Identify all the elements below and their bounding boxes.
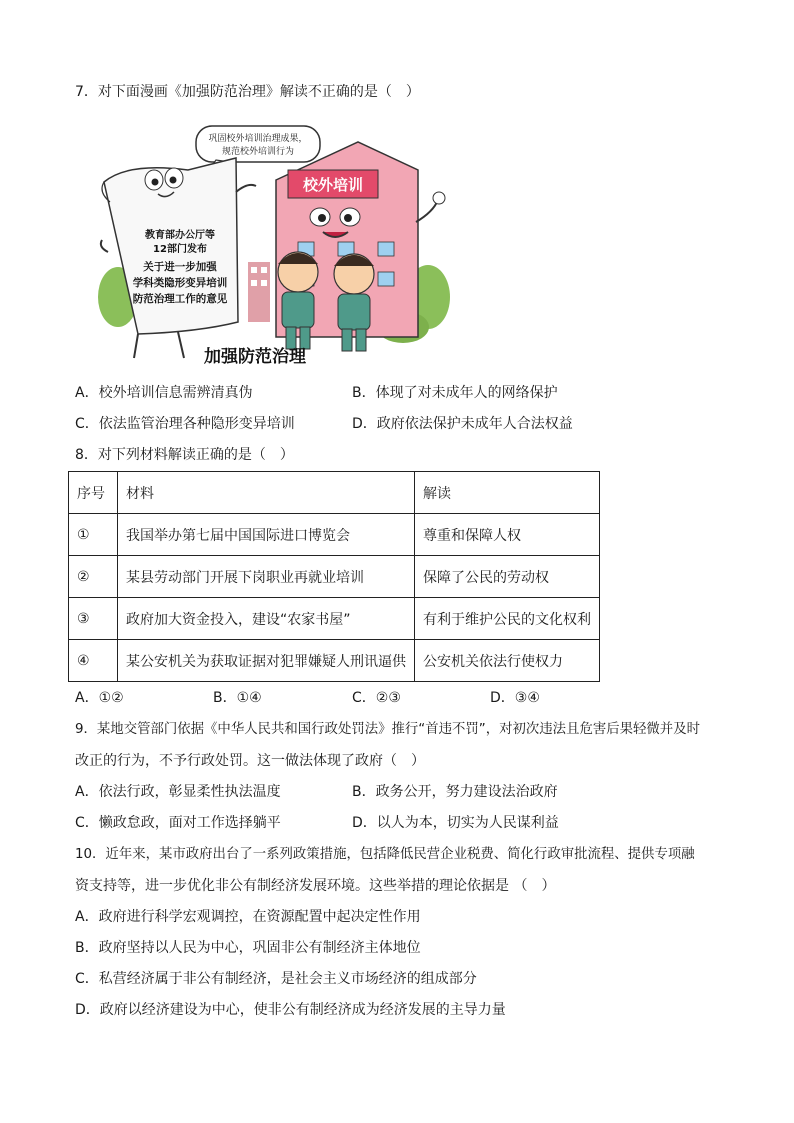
q7-option-c[interactable]: C．依法监管治理各种隐形变异培训 [75, 416, 295, 432]
q9-option-b[interactable]: B．政务公开，努力建设法治政府 [352, 784, 558, 800]
material-table [68, 471, 600, 682]
doc-line-1: 教育部办公厅等 [145, 230, 215, 241]
table-row [69, 640, 600, 682]
doc-line-4: 学科类隐形变异培训 [132, 277, 228, 289]
row-index: ③ [69, 598, 118, 640]
speech-line-2: 规范校外培训行为 [221, 147, 295, 157]
header-material: 材料 [118, 472, 415, 514]
cartoon-caption: 加强防范治理 [204, 347, 306, 367]
q7-option-d[interactable]: D．政府依法保护未成年人合法权益 [352, 416, 573, 432]
header-index: 序号 [69, 472, 118, 514]
row-index: ① [69, 514, 118, 556]
q9-stem-line-1: 9．某地交管部门依据《中华人民共和国行政处罚法》推行“首违不罚”，对初次违法且危害后果轻微并及时 [75, 722, 700, 737]
q10-option-b[interactable]: B．政府坚持以人民为中心，巩固非公有制经济主体地位 [75, 940, 421, 956]
q9-stem-line-2: 改正的行为，不予行政处罚。这一做法体现了政府（ ） [75, 753, 425, 769]
row-index: ④ [69, 640, 118, 682]
row-interpretation: 公安机关依法行使权力 [415, 640, 600, 682]
q7-option-b[interactable]: B．体现了对未成年人的网络保护 [352, 385, 558, 401]
q8-option-c[interactable]: C．②③ [352, 690, 401, 706]
table-row [69, 556, 600, 598]
row-material: 某公安机关为获取证据对犯罪嫌疑人刑讯逼供 [118, 640, 415, 682]
doc-line-2: 12部门发布 [153, 244, 207, 255]
speech-line-1: 巩固校外培训治理成果， [208, 134, 308, 144]
q10-option-c[interactable]: C．私营经济属于非公有制经济，是社会主义市场经济的组成部分 [75, 971, 477, 987]
q8-option-d[interactable]: D．③④ [490, 690, 540, 706]
q8-option-a[interactable]: A．①② [75, 690, 124, 706]
doc-line-5: 防范治理工作的意见 [132, 293, 228, 305]
q8-stem: 8．对下列材料解读正确的是（ ） [75, 447, 294, 463]
q7-option-a[interactable]: A．校外培训信息需辨清真伪 [75, 385, 253, 401]
row-material: 某县劳动部门开展下岗职业再就业培训 [118, 556, 415, 598]
header-interpretation: 解读 [415, 472, 600, 514]
row-index: ② [69, 556, 118, 598]
table-row [69, 598, 600, 640]
q9-option-a[interactable]: A．依法行政，彰显柔性执法温度 [75, 784, 281, 800]
row-interpretation: 保障了公民的劳动权 [415, 556, 600, 598]
q9-option-c[interactable]: C．懒政怠政，面对工作选择躺平 [75, 815, 281, 831]
row-interpretation: 尊重和保障人权 [415, 514, 600, 556]
row-material: 政府加大资金投入，建设“农家书屋” [118, 598, 415, 640]
building-sign: 校外培训 [302, 176, 364, 194]
q10-option-d[interactable]: D．政府以经济建设为中心，使非公有制经济成为经济发展的主导力量 [75, 1002, 506, 1018]
cartoon-illustration [98, 122, 450, 372]
table-row [69, 514, 600, 556]
q10-option-a[interactable]: A．政府进行科学宏观调控，在资源配置中起决定性作用 [75, 909, 421, 925]
row-interpretation: 有利于维护公民的文化权利 [415, 598, 600, 640]
q8-option-b[interactable]: B．①④ [213, 690, 262, 706]
document-character-icon [101, 158, 256, 358]
q9-option-d[interactable]: D．以人为本，切实为人民谋利益 [352, 815, 559, 831]
q10-stem-line-2: 资支持等，进一步优化非公有制经济发展环境。这些举措的理论依据是 （ ） [75, 878, 556, 894]
q10-stem-line-1: 10．近年来，某市政府出台了一系列政策措施，包括降低民营企业税费、简化行政审批流程、提供专项融 [75, 847, 695, 862]
table-header-row [69, 472, 600, 514]
q7-stem: 7．对下面漫画《加强防范治理》解读不正确的是（ ） [75, 84, 420, 100]
row-material: 我国举办第七届中国国际进口博览会 [118, 514, 415, 556]
doc-line-3: 关于进一步加强 [143, 261, 217, 273]
